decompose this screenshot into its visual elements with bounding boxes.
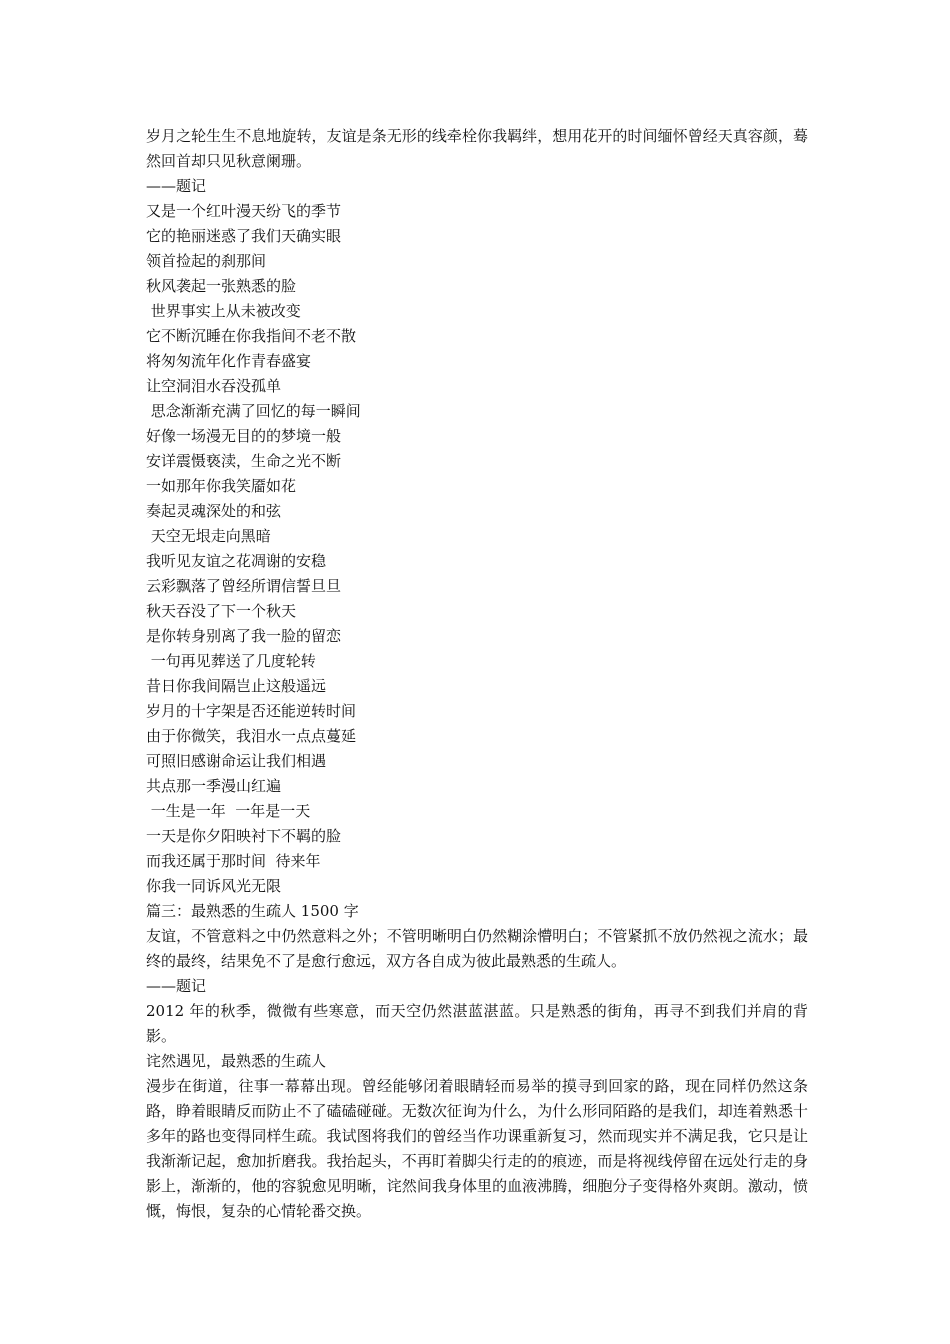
poem-line: 岁月的十字架是否还能逆转时间 <box>146 702 357 720</box>
poem-line: 又是一个红叶漫天纷飞的季节 <box>146 202 342 220</box>
poem-line: 将匆匆流年化作青春盛宴 <box>146 352 312 370</box>
body-paragraph: 漫步在街道，往事一幕幕出现。曾经能够闭着眼睛轻而易举的摸寻到回家的路，现在同样仍然这条路，睁着眼睛反而防止不了磕磕碰碰。无数次征询为什么，为什么形同陌路的是我们，却连着熟悉十多年的路也变得同样生疏。我试图将我们的曾经当作功课重新复习，然而现实并不满足我，它只是让我渐渐记起，愈加折磨我。我抬起头，不再盯着脚尖行走的的痕迹，而是将视线停留在远处行走的身影上，渐渐的，他的容貌愈见明晰，诧然间我身体里的血液沸腾，细胞分子变得格外爽朗。激动，愤慨，悔恨，复杂的心情轮番交换。 <box>146 1077 808 1220</box>
epigraph-signature: ——题记 <box>146 977 207 995</box>
section-epigraph: 友谊，不管意料之中仍然意料之外；不管明晰明白仍然糊涂懵明白；不管紧抓不放仍然视之流水；最终的最终，结果免不了是愈行愈远，双方各自成为彼此最熟悉的生疏人。 <box>146 927 808 970</box>
poem-line: 奏起灵魂深处的和弦 <box>146 502 282 520</box>
poem-line: 好像一场漫无目的的梦境一般 <box>146 427 342 445</box>
section-title: 篇三：最熟悉的生疏人 1500 字 <box>146 902 359 920</box>
poem-line: 秋天吞没了下一个秋天 <box>146 602 297 620</box>
poem-line: 它的艳丽迷惑了我们天确实眼 <box>146 227 342 245</box>
poem-line: 安详震慑亵渎，生命之光不断 <box>146 452 342 470</box>
poem-line: 云彩飘落了曾经所谓信誓旦旦 <box>146 577 342 595</box>
document-page <box>146 124 808 1224</box>
poem-line: 一句再见葬送了几度轮转 <box>146 652 316 670</box>
poem-line: 我听见友谊之花凋谢的安稳 <box>146 552 327 570</box>
poem-line: 领首捡起的刹那间 <box>146 252 267 270</box>
poem-line: 由于你微笑，我泪水一点点蔓延 <box>146 727 357 745</box>
body-paragraph: 2012 年的秋季，微微有些寒意，而天空仍然湛蓝湛蓝。只是熟悉的街角，再寻不到我们并肩的背影。 <box>146 1002 808 1045</box>
poem-line: 天空无垠走向黑暗 <box>146 527 271 545</box>
poem-line: 让空洞泪水吞没孤单 <box>146 377 282 395</box>
poem <box>146 199 808 899</box>
poem-line: 而我还属于那时间 待来年 <box>146 852 321 870</box>
poem-line: 是你转身别离了我一脸的留恋 <box>146 627 342 645</box>
poem-line: 一天是你夕阳映衬下不羁的脸 <box>146 827 342 845</box>
subheading: 诧然遇见，最熟悉的生疏人 <box>146 1052 327 1070</box>
poem-line: 可照旧感谢命运让我们相遇 <box>146 752 327 770</box>
poem-line: 一如那年你我笑靥如花 <box>146 477 297 495</box>
poem-line: 你我一同诉风光无限 <box>146 877 282 895</box>
poem-line: 思念渐渐充满了回忆的每一瞬间 <box>146 402 361 420</box>
poem-line: 共点那一季漫山红遍 <box>146 777 282 795</box>
intro-paragraph: 岁月之轮生生不息地旋转，友谊是条无形的线牵栓你我羁绊，想用花开的时间缅怀曾经天真容颜，蓦然回首却只见秋意阑珊。 <box>146 127 808 170</box>
poem-line: 世界事实上从未被改变 <box>146 302 301 320</box>
poem-line: 一生是一年 一年是一天 <box>146 802 311 820</box>
epigraph-signature: ——题记 <box>146 177 207 195</box>
poem-line: 昔日你我间隔岂止这般遥远 <box>146 677 327 695</box>
poem-line: 它不断沉睡在你我指间不老不散 <box>146 327 357 345</box>
poem-line: 秋风袭起一张熟悉的脸 <box>146 277 297 295</box>
